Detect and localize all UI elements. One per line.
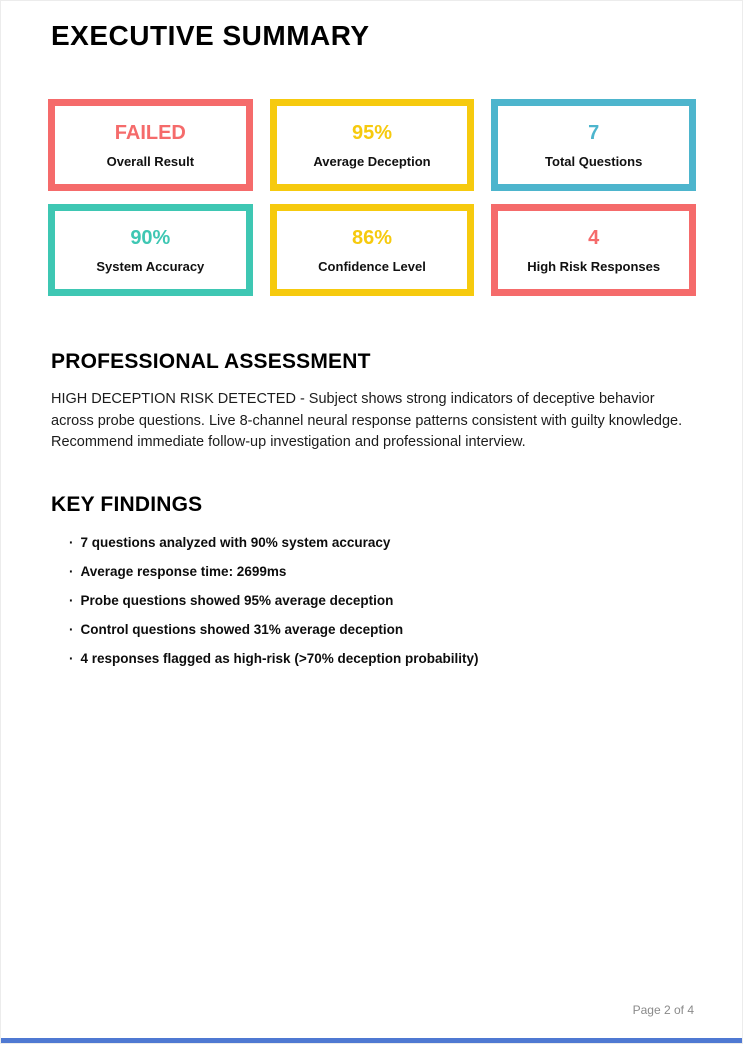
stat-value: 4 bbox=[588, 226, 600, 249]
finding-item bbox=[69, 594, 694, 608]
finding-text: Probe questions showed 95% average deception bbox=[80, 592, 394, 608]
stat-value: 90% bbox=[130, 226, 171, 249]
finding-item bbox=[69, 623, 694, 637]
findings-heading: KEY FINDINGS bbox=[51, 492, 203, 516]
finding-text: Control questions showed 31% average deception bbox=[80, 621, 404, 637]
finding-item bbox=[69, 536, 694, 550]
page-number: Page 2 of 4 bbox=[632, 1003, 694, 1017]
stat-label: Overall Result bbox=[106, 153, 195, 169]
findings-list bbox=[51, 536, 694, 666]
stat-label: Confidence Level bbox=[318, 258, 426, 274]
stat-label: Total Questions bbox=[545, 153, 643, 169]
bottom-accent-bar bbox=[1, 1038, 742, 1043]
stat-card-high-risk-responses bbox=[491, 204, 696, 296]
finding-text: 7 questions analyzed with 90% system accuracy bbox=[80, 534, 391, 550]
stat-value: FAILED bbox=[114, 121, 186, 144]
stat-card-confidence-level bbox=[270, 204, 475, 296]
finding-item bbox=[69, 565, 694, 579]
finding-text: 4 responses flagged as high-risk (>70% deception probability) bbox=[80, 650, 479, 666]
finding-item bbox=[69, 652, 694, 666]
bullet-icon: · bbox=[69, 592, 74, 608]
stat-value: 7 bbox=[588, 121, 600, 144]
stat-card-grid bbox=[48, 99, 696, 296]
page-title: EXECUTIVE SUMMARY bbox=[51, 20, 370, 51]
assessment-body-text: HIGH DECEPTION RISK DETECTED - Subject shows strong indicators of deceptive behavior across probe questions. Live 8-channel neural response patterns consistent with guilty knowledge. Recommend immediate follow-up investigation and professional interview. bbox=[51, 391, 683, 450]
assessment-heading: PROFESSIONAL ASSESSMENT bbox=[51, 350, 371, 373]
stat-card-average-deception bbox=[270, 99, 475, 191]
stat-card-system-accuracy bbox=[48, 204, 253, 296]
bullet-icon: · bbox=[69, 621, 74, 637]
finding-text: Average response time: 2699ms bbox=[80, 563, 287, 579]
bullet-icon: · bbox=[69, 563, 74, 579]
bullet-icon: · bbox=[69, 650, 74, 666]
stat-label: System Accuracy bbox=[96, 258, 205, 274]
stat-value: 86% bbox=[351, 226, 392, 249]
stat-value: 95% bbox=[351, 121, 392, 144]
stat-card-overall-result bbox=[48, 99, 253, 191]
stat-card-total-questions bbox=[491, 99, 696, 191]
bullet-icon: · bbox=[69, 534, 74, 550]
professional-assessment-section bbox=[51, 350, 694, 454]
stat-label: Average Deception bbox=[313, 153, 431, 169]
key-findings-section bbox=[51, 493, 694, 666]
stat-label: High Risk Responses bbox=[527, 258, 661, 274]
